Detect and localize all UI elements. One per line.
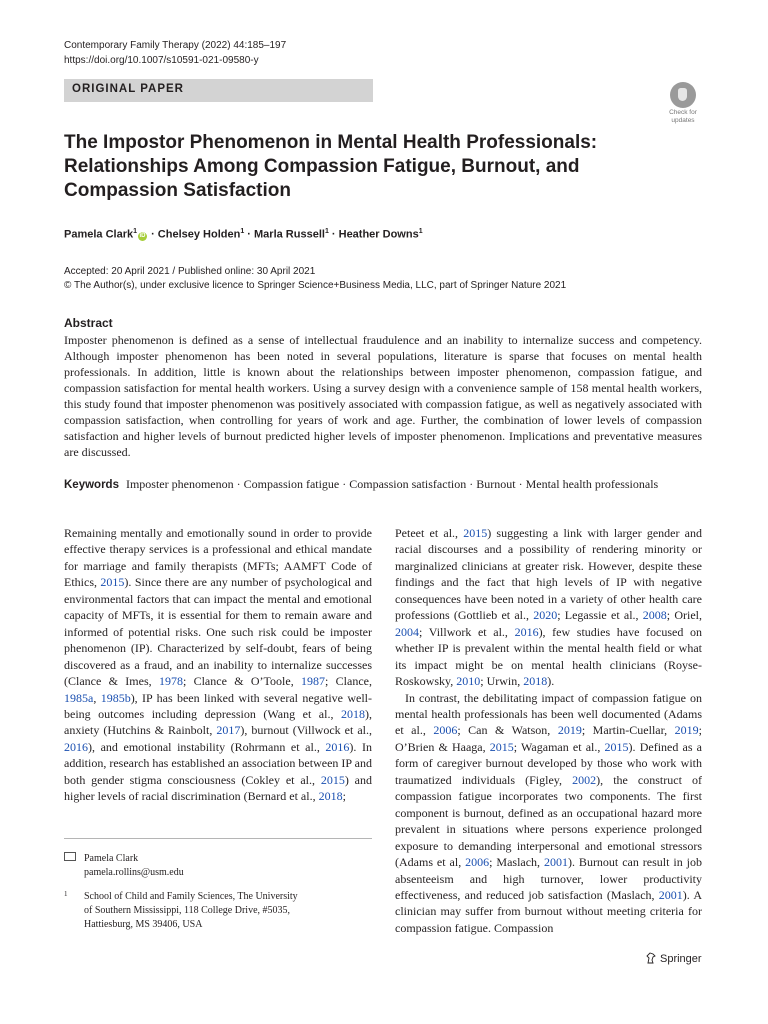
publication-dates: Accepted: 20 April 2021 / Published online: 30 April 2021 (64, 266, 316, 277)
corresponding-author-footnote (64, 852, 184, 878)
paper-type-band (64, 79, 373, 102)
citation-link[interactable]: 2015 (100, 575, 125, 590)
citation-link[interactable]: 2015 (463, 526, 488, 540)
citation-link[interactable]: 1978 (158, 674, 183, 689)
author-affiliation-mark: 1 (418, 228, 423, 235)
citation-link[interactable]: 2016 (514, 624, 539, 639)
keywords-heading: Keywords (64, 479, 119, 491)
citation-link[interactable]: 2002 (572, 772, 597, 787)
paper-type-label: ORIGINAL PAPER (72, 83, 184, 95)
author-affiliation-mark: 1 (133, 228, 138, 235)
contact-email[interactable]: pamela.rollins@usm.edu (84, 867, 184, 878)
publisher-logo (646, 952, 702, 965)
citation-link[interactable]: 2004 (395, 624, 419, 639)
citation-link[interactable]: 2001 (658, 887, 683, 902)
author-separator: · (244, 228, 255, 241)
citation-link[interactable]: 2018 (341, 706, 365, 721)
check-for-updates-badge[interactable] (660, 82, 706, 126)
citation-link[interactable]: 2006 (433, 723, 458, 738)
check-updates-line-1: Check for (669, 109, 697, 116)
article-title: The Impostor Phenomenon in Mental Health Professionals: Relationships Among Compassion Fatigue, Burnout, and Compassion Satisfaction (64, 132, 598, 201)
citation-link[interactable]: 2010 (456, 674, 481, 689)
keywords-list: Imposter phenomenon · Compassion fatigue · Compassion satisfaction · Burnout · Mental health professionals (125, 477, 659, 491)
body-paragraph: In contrast, the debilitating impact of compassion fatigue on mental health professionals has been well documented (Adams et al., 2006; Can & Watson, 2019; Martin-Cuellar, 2019; O’Brien & Haaga, 2015; Wagaman et al., 2015). Defined as a form of caregiver burnout developed by those who work with traumatized individuals (Figley, 2002), the construct of compassion fatigue incorporates two components. The first component is burnout, defined as an occupational hazard more prevalent in situations where persons experience prolonged exposure to demanding interpersonal and emotional stressors (Adams et al, 2006; Maslach, 2001). Burnout can result in job absenteeism and high turnover, lower productivity effectiveness, and reduced job satisfaction (Maslach, 2001). A clinician may suffer from burnout without meeting criteria for compassion fatigue. Compassion (395, 690, 702, 935)
author-affiliation-mark: 1 (324, 228, 329, 235)
author-separator: · (328, 228, 339, 241)
citation-link[interactable]: 2018 (523, 674, 548, 689)
affiliation-line-2: of Southern Mississippi, 118 College Drive, #5035, (84, 905, 291, 916)
contact-name: Pamela Clark (84, 853, 139, 864)
citation-link[interactable]: 1987 (301, 674, 326, 689)
check-updates-icon (670, 82, 696, 108)
body-column-right (395, 525, 702, 936)
citation-link[interactable]: 2015 (604, 739, 629, 754)
body-column-left (64, 525, 372, 805)
author-name[interactable]: Marla Russell (254, 228, 325, 241)
author-name[interactable]: Heather Downs (338, 228, 419, 241)
affiliation-line-1: School of Child and Family Sciences, The University (84, 891, 298, 902)
body-paragraph: Remaining mentally and emotionally sound in order to provide effective therapy services is a professional and ethical mandate for marriage and family therapists (MFTs; AAMFT Code of Ethics, 2015). Since there are any number of psychological and environmental factors that can impact the mental and emotional capacity of MFTs, it is essential for them to remain aware and informed of potential risks. One such risk could be imposter phenomenon (IP). Characterized by self-doubt, fears of being discovered as a fraud, and an inability to internalize successes (Clance & Imes, 1978; Clance & O’Toole, 1987; Clance, 1985a, 1985b), IP has been linked with several negative well-being outcomes including depression (Wang et al., 2018), anxiety (Hutchins & Rainbolt, 2017), burnout (Villwock et al., 2016), and emotional instability (Rohrmann et al., 2016). In addition, research has established an association between IP and both gender stigma consciousness (Cokley et al., 2015) and higher levels of racial discrimination (Bernard et al., 2018; (64, 526, 373, 804)
citation-link[interactable]: 2017 (216, 723, 241, 738)
author-separator: · (148, 228, 158, 241)
citation-link[interactable]: 2016 (325, 739, 350, 754)
citation-link[interactable]: 2020 (533, 608, 558, 623)
orcid-icon[interactable]: iD (139, 232, 146, 239)
journal-citation: Contemporary Family Therapy (2022) 44:185–197 (64, 40, 287, 51)
citation-link[interactable]: 1985b (100, 690, 131, 705)
citation-link[interactable]: 2019 (557, 723, 582, 738)
abstract-heading: Abstract (64, 316, 113, 330)
citation-link[interactable]: 2015 (320, 772, 345, 787)
footnote-divider (64, 838, 372, 839)
doi-link[interactable]: https://doi.org/10.1007/s10591-021-09580-y (64, 55, 259, 66)
affiliation-line-3: Hattiesburg, MS 39406, USA (84, 919, 203, 930)
citation-link[interactable]: 2015 (489, 739, 514, 754)
abstract-text: Imposter phenomenon is defined as a sense of intellectual fraudulence and an inability to internalize success and competency. Although imposter phenomenon has been noted in several populations, literature is sparse that focuses on mental health professionals. In addition, little is known about the relationships between imposter phenomenon, compassion fatigue, and compassion satisfaction for mental health workers. Using a survey design with a convenience sample of 158 mental health workers, this study found that imposter phenomenon was positively associated with compassion fatigue, as well as negatively associated with compassion satisfaction, when controlling for years of work and age. Further, the combination of lower levels of compassion satisfaction and higher levels of burnout predicted higher levels of imposter phenomenon. Implications and preventative measures are discussed. (64, 333, 702, 459)
affiliation-number: 1 (64, 890, 68, 898)
author-name[interactable]: Chelsey Holden (157, 228, 241, 241)
citation-link[interactable]: 2016 (64, 739, 88, 754)
copyright-notice: © The Author(s), under exclusive licence to Springer Science+Business Media, LLC, part of Springer Nature 2021 (64, 280, 567, 291)
author-affiliation-mark: 1 (240, 228, 245, 235)
citation-link[interactable]: 1985a (64, 690, 94, 705)
citation-link[interactable]: 2001 (544, 855, 568, 870)
body-paragraph: Peteet et al., 2015) suggesting a link with larger gender and racial discourses and a possibility of rendering minority or marginalized clinicians at greater risk. However, despite these findings and the fact that high levels of IP with negative consequences have been noted in a variety of other health care professions (Gottlieb et al., 2020; Legassie et al., 2008; Oriel, 2004; Villwork et al., 2016), few studies have focused on whether IP is prevalent within the mental health field or what its impact might be on mental health clinicians (Royse-Roskowsky, 2010; Urwin, 2018). (395, 526, 702, 689)
author-name[interactable]: Pamela Clark (64, 228, 134, 241)
citation-link[interactable]: 2018 (318, 789, 343, 804)
author-list (64, 228, 423, 241)
citation-link[interactable]: 2019 (674, 723, 699, 738)
keywords-line (64, 477, 724, 492)
publisher-name: Springer (660, 953, 702, 965)
citation-link[interactable]: 2006 (465, 855, 490, 870)
envelope-icon (64, 852, 76, 861)
check-updates-line-2: updates (671, 117, 695, 124)
springer-horse-icon (646, 952, 656, 964)
citation-link[interactable]: 2008 (642, 608, 667, 623)
